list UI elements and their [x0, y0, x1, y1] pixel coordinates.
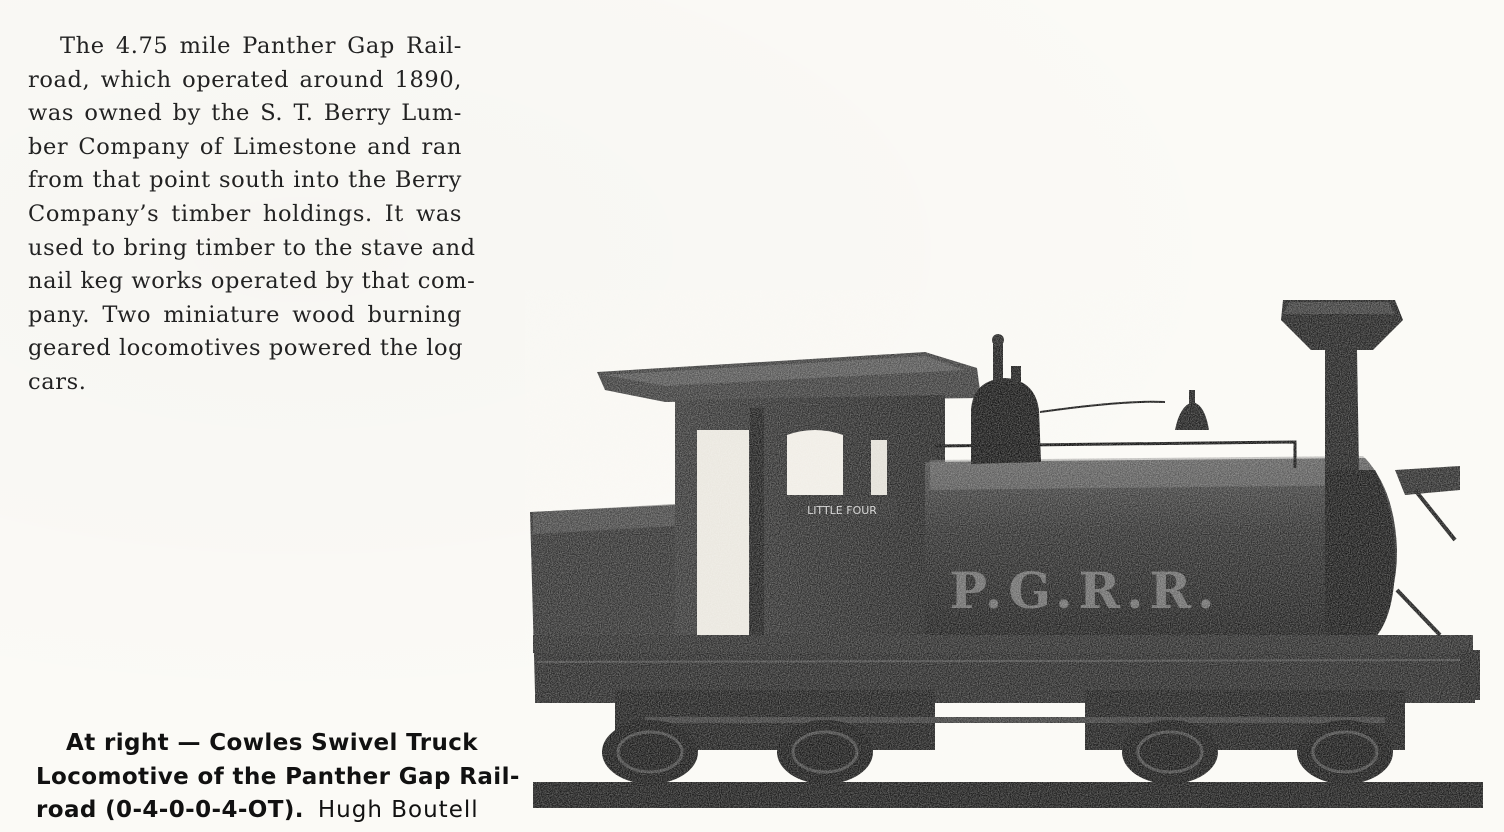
locomotive-illustration	[525, 290, 1490, 815]
paragraph-line: geared locomotives powered the log	[28, 335, 464, 362]
name-plate-text: LITTLE FOUR	[807, 504, 877, 517]
halftone-grain	[525, 290, 1490, 815]
paragraph-line: ber Company of Limestone and ran	[28, 133, 462, 160]
paragraph-line: cars.	[28, 368, 87, 395]
locomotive-photo	[525, 290, 1490, 815]
paragraph-line: Company’s timber holdings. It was	[28, 200, 462, 227]
photo-credit: Hugh Boutell	[317, 797, 479, 823]
paragraph-line: was owned by the S. T. Berry Lum-	[28, 100, 462, 127]
road-lettering: P.G.R.R.	[949, 561, 1221, 620]
paragraph-line: nail keg works operated by that com-	[28, 268, 476, 295]
caption-line: At right — Cowles Swivel Truck	[66, 730, 478, 756]
caption-line	[36, 794, 479, 828]
paragraph-line: used to bring timber to the stave and	[28, 234, 476, 261]
body-paragraph	[28, 30, 476, 400]
paragraph-line: road, which operated around 1890,	[28, 66, 462, 93]
caption-line-text: road (0-4-0-0-4-OT).	[36, 797, 304, 823]
paragraph-line: from that point south into the Berry	[28, 167, 462, 194]
paragraph-line: pany. Two miniature wood burning	[28, 301, 462, 328]
paragraph-line: The 4.75 mile Panther Gap Rail-	[60, 33, 462, 59]
photo-caption	[36, 727, 520, 828]
caption-line: Locomotive of the Panther Gap Rail-	[36, 763, 520, 790]
